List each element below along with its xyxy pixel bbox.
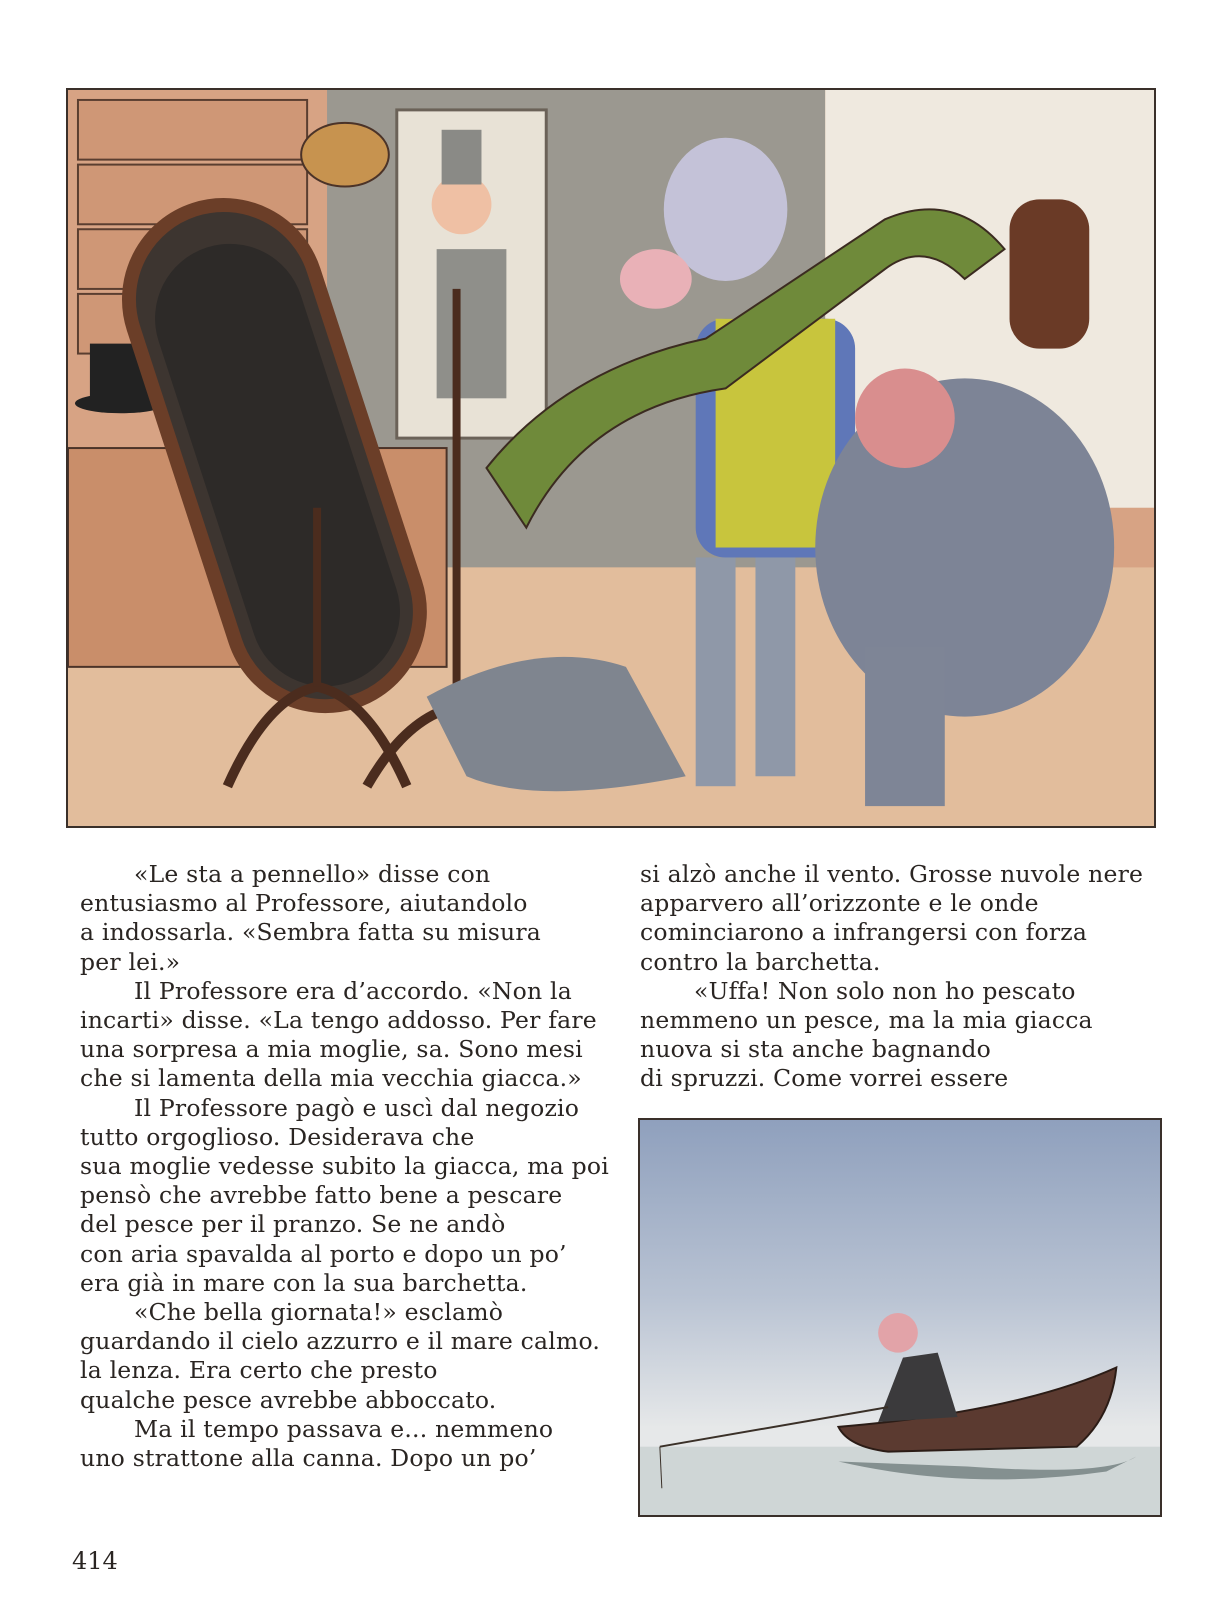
text-line: una sorpresa a mia moglie, sa. Sono mesi bbox=[80, 1035, 583, 1064]
text-line: «Che bella giornata!» esclamò bbox=[134, 1298, 504, 1327]
page-number: 414 bbox=[72, 1547, 118, 1575]
text-line: incarti» disse. «La tengo addosso. Per fare bbox=[80, 1006, 597, 1035]
text-line: del pesce per il pranzo. Se ne andò bbox=[80, 1210, 506, 1239]
text-line: con aria spavalda al porto e dopo un po’ bbox=[80, 1239, 567, 1268]
tailor-shop-illustration bbox=[66, 88, 1156, 828]
text-column-right bbox=[640, 860, 1170, 1094]
text-line: era già in mare con la sua barchetta. bbox=[80, 1268, 528, 1297]
text-column-left bbox=[80, 860, 620, 1473]
text-line: per lei.» bbox=[80, 947, 181, 976]
text-line: apparvero all’orizzonte e le onde bbox=[640, 889, 1039, 918]
text-line: guardando il cielo azzurro e il mare calmo. bbox=[80, 1327, 601, 1356]
text-line: a indossarla. «Sembra fatta su misura bbox=[80, 918, 541, 947]
text-line: cominciarono a infrangersi con forza bbox=[640, 918, 1088, 947]
text-line: nuova si sta anche bagnando bbox=[640, 1035, 991, 1064]
text-line: nemmeno un pesce, ma la mia giacca bbox=[640, 1006, 1093, 1035]
text-line: che si lamenta della mia vecchia giacca.» bbox=[80, 1064, 582, 1093]
text-line: di spruzzi. Come vorrei essere bbox=[640, 1064, 1009, 1093]
text-line: Ma il tempo passava e... nemmeno bbox=[134, 1414, 554, 1443]
text-line: Il Professore pagò e uscì dal negozio bbox=[134, 1093, 580, 1122]
text-line: entusiasmo al Professore, aiutandolo bbox=[80, 889, 528, 918]
text-line: «Uffa! Non solo non ho pescato bbox=[694, 976, 1076, 1005]
text-line: Il Professore era d’accordo. «Non la bbox=[134, 976, 572, 1005]
fishing-boat-drawing bbox=[640, 1120, 1160, 1515]
text-line: qualche pesce avrebbe abboccato. bbox=[80, 1385, 497, 1414]
text-line: si alzò anche il vento. Grosse nuvole nere bbox=[640, 860, 1144, 888]
text-line: tutto orgoglioso. Desiderava che bbox=[80, 1122, 475, 1151]
text-line: «Le sta a pennello» disse con bbox=[134, 860, 491, 888]
text-line: uno strattone alla canna. Dopo un po’ bbox=[80, 1444, 537, 1473]
text-line: contro la barchetta. bbox=[640, 947, 881, 976]
text-line: sua moglie vedesse subito la giacca, ma poi bbox=[80, 1152, 609, 1181]
text-line: pensò che avrebbe fatto bene a pescare bbox=[80, 1181, 563, 1210]
text-line: la lenza. Era certo che presto bbox=[80, 1356, 438, 1385]
tailor-shop-drawing bbox=[68, 90, 1154, 826]
fishing-boat-illustration bbox=[638, 1118, 1162, 1517]
